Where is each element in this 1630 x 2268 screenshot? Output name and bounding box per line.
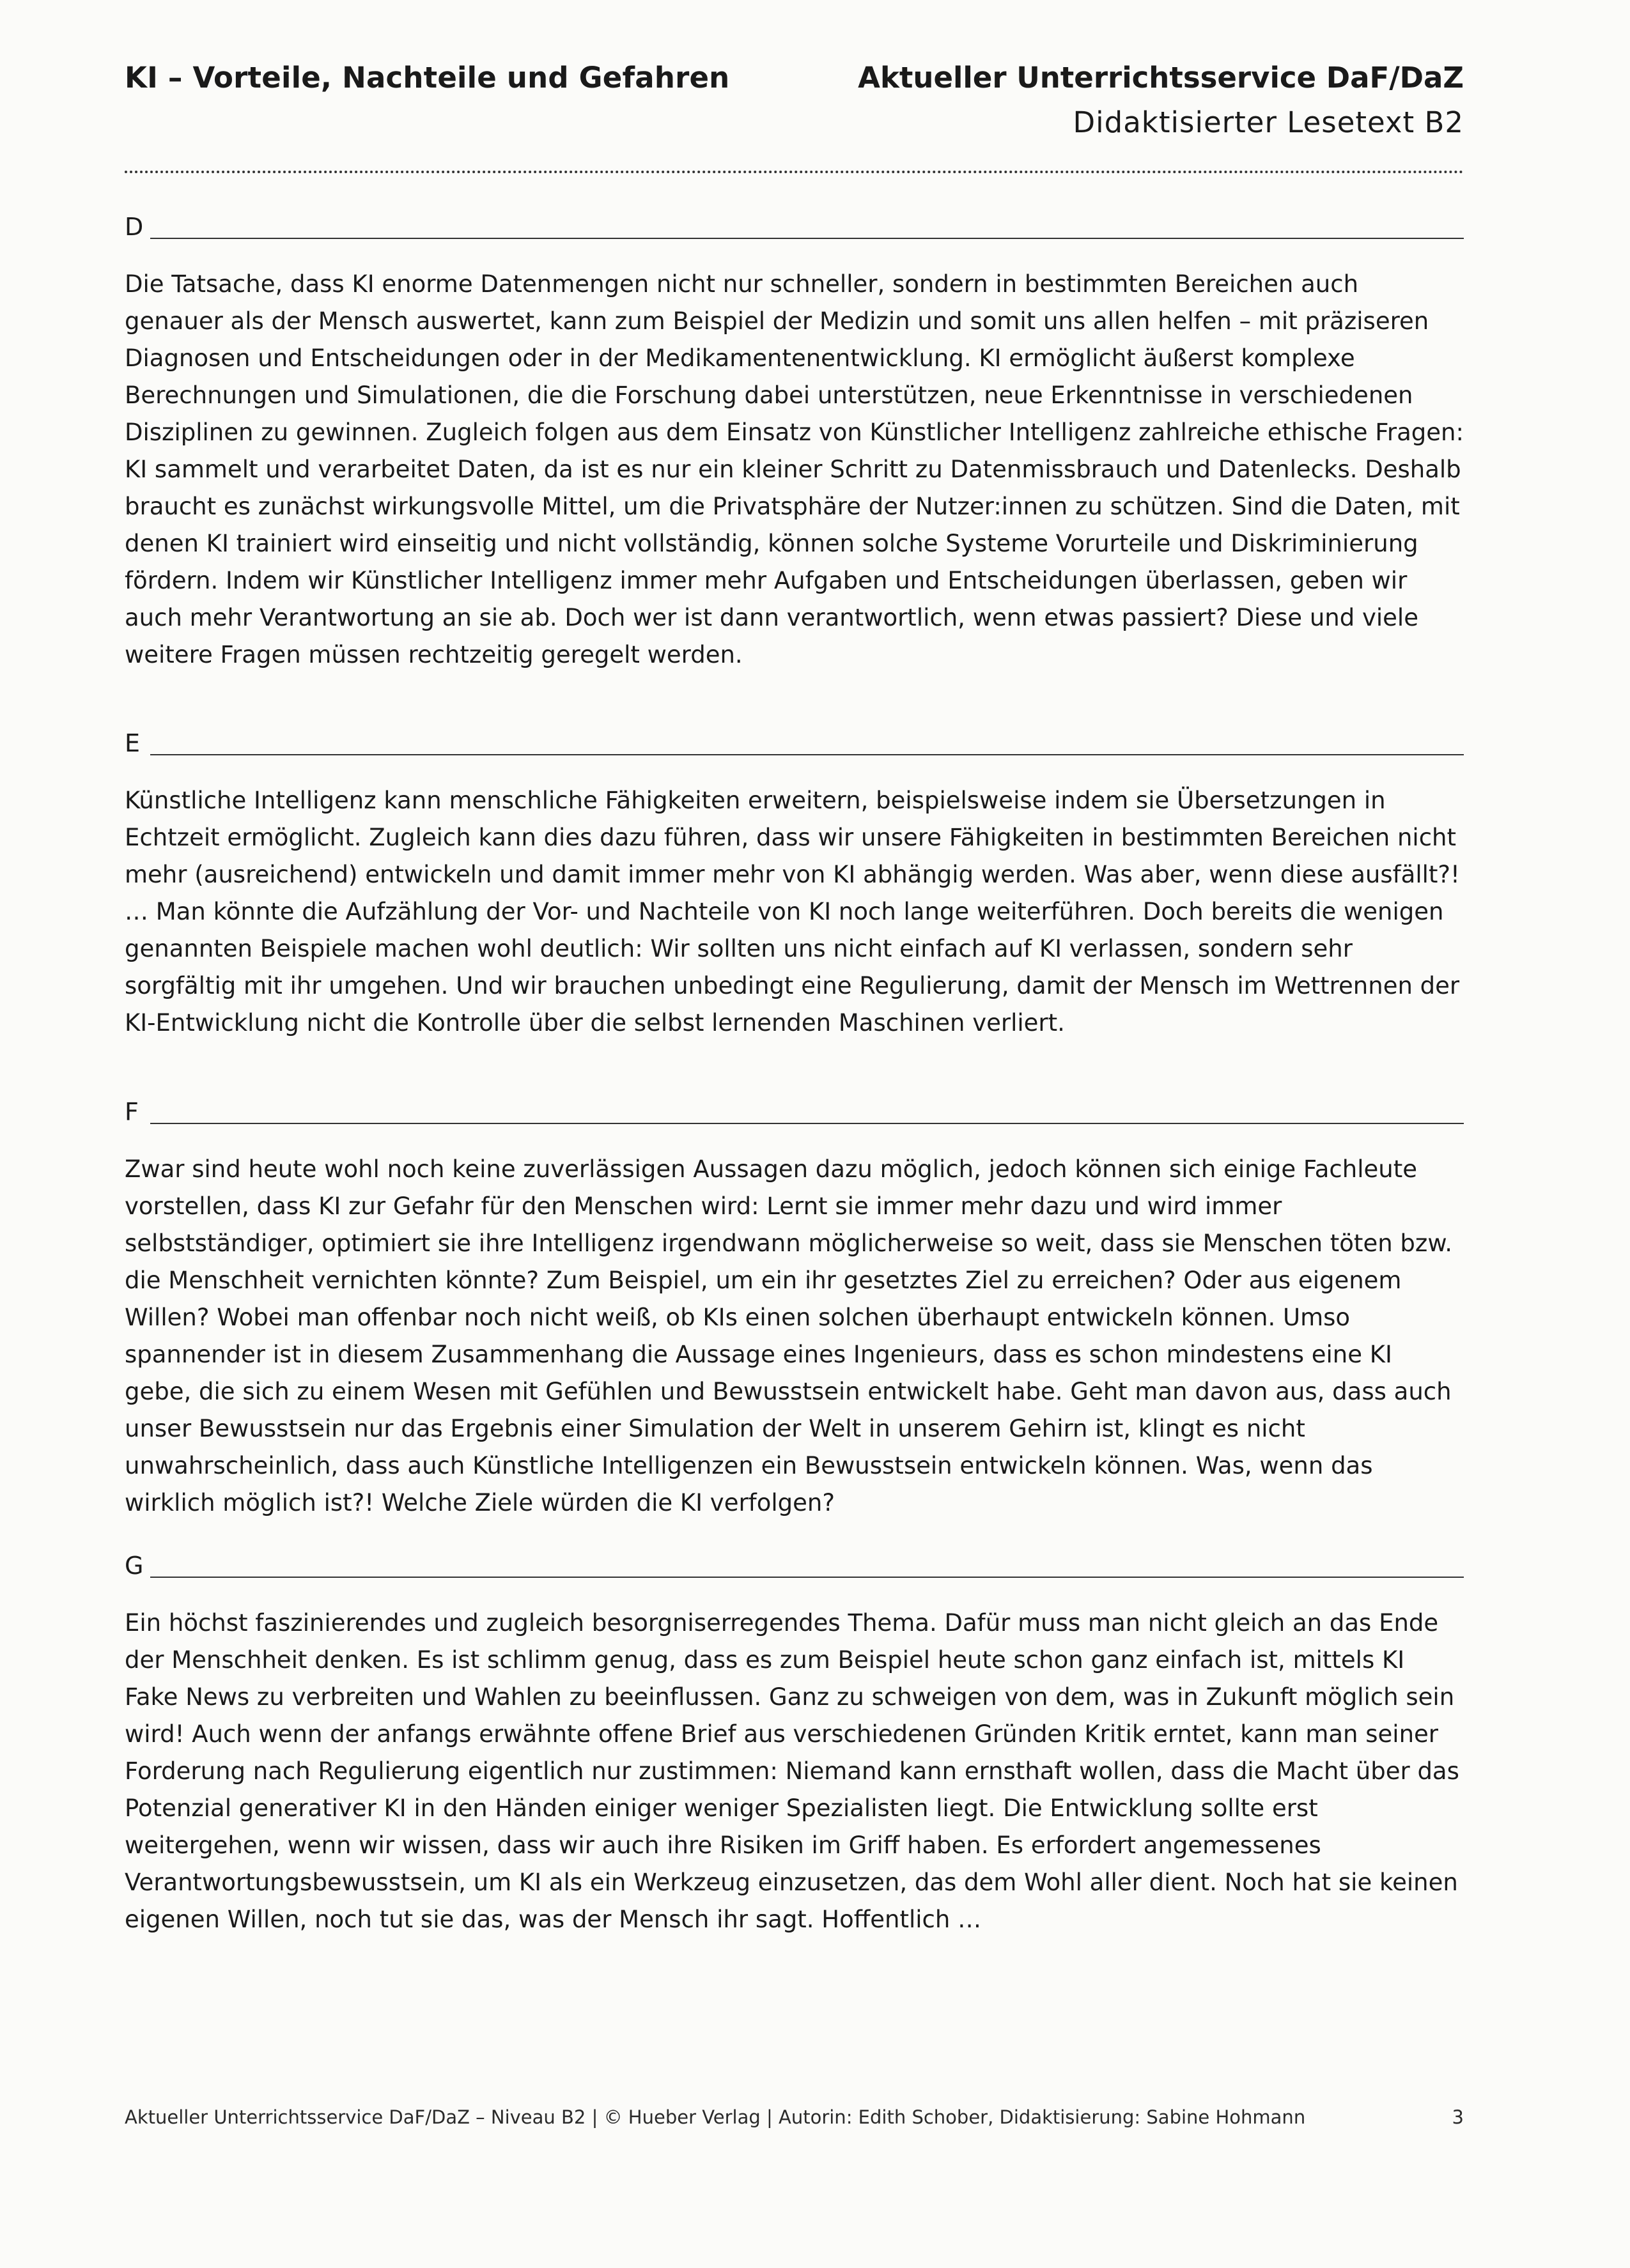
section-text: Die Tatsache, dass KI enorme Datenmengen nicht nur schneller, sondern in bestimmten Bereichen auch genauer als der Mensch auswertet, kann zum Beispiel der Medizin und somit uns allen helfen – mit präziseren Diagnosen und Entscheidungen oder in der Medikamentenentwicklung. KI ermöglicht äußerst komplexe Berechnungen und Simulationen, die die Forschung dabei unterstützen, neue Erkenntnisse in verschiedenen Disziplinen zu gewinnen. Zugleich folgen aus dem Einsatz von Künstlicher Intelligenz zahlreiche ethische Fragen: KI sammelt und verarbeitet Daten, da ist es nur ein kleiner Schritt zu Datenmissbrauch und Datenlecks. Deshalb braucht es zunächst wirkungsvolle Mittel, um die Privatsphäre der Nutzer:innen zu schützen. Sind die Daten, mit denen KI trainiert wird einseitig und nicht vollständig, können solche Systeme Vorurteile und Diskriminierung fördern. Indem wir Künstlicher Intelligenz immer mehr Aufgaben und Entscheidungen überlassen, geben wir auch mehr Verantwortung an sie ab. Doch wer ist dann verantwortlich, wenn etwas passiert? Diese und viele weitere Fragen müssen rechtzeitig geregelt werden. [125,270,1464,668]
section-letter: F [125,1098,139,1126]
section-letter: G [125,1552,144,1580]
header-divider [125,171,1464,173]
heading-answer-line[interactable] [150,238,1464,239]
section-heading [125,727,1464,759]
series-subtitle: Didaktisierter Lesetext B2 [1073,105,1464,139]
section-d [125,211,1464,674]
section-text: Ein höchst faszinierendes und zugleich besorgniserregendes Thema. Dafür muss man nicht gleich an das Ende der Menschheit denken. Es ist schlimm genug, dass es zum Beispiel heute schon ganz einfach ist, mittels KI Fake News zu verbreiten und Wahlen zu beeinflussen. Ganz zu schweigen von dem, was in Zukunft möglich sein wird! Auch wenn der anfangs erwähnte offene Brief aus verschiedenen Gründen Kritik erntet, kann man seiner Forderung nach Regulierung eigentlich nur zustimmen: Niemand kann ernsthaft wollen, dass die Macht über das Potenzial generativer KI in den Händen einiger weniger Spezialisten liegt. Die Entwicklung sollte erst weitergehen, wenn wir wissen, dass wir auch ihre Risiken im Griff haben. Es erfordert angemessenes Verantwortungsbewusstsein, um KI als ein Werkzeug einzusetzen, das dem Wohl aller dient. Noch hat sie keinen eigenen Willen, noch tut sie das, was der Mensch ihr sagt. Hoffentlich … [125,1609,1459,1933]
section-g [125,1550,1464,1938]
section-letter: E [125,729,141,757]
document-page [125,61,1464,1933]
section-f [125,1096,1464,1522]
section-letter: D [125,213,144,241]
section-text: Zwar sind heute wohl noch keine zuverlässigen Aussagen dazu möglich, jedoch können sich einige Fachleute vorstellen, dass KI zur Gefahr für den Menschen wird: Lernt sie immer mehr dazu und wird immer selbstständiger, optimiert sie ihre Intelligenz irgendwann möglicherweise so weit, dass sie Menschen töten bzw. die Menschheit vernichten könnte? Zum Beispiel, um ein ihr gesetztes Ziel zu erreichen? Oder aus eigenem Willen? Wobei man offenbar noch nicht weiß, ob KIs einen solchen überhaupt entwickeln können. Umso spannender ist in diesem Zusammenhang die Aussage eines Ingenieurs, dass es schon mindestens eine KI gebe, die sich zu einem Wesen mit Gefühlen und Bewusstsein entwickelt habe. Geht man davon aus, dass auch unser Bewusstsein nur das Ergebnis einer Simulation der Welt in unserem Gehirn ist, klingt es nicht unwahrscheinlich, dass auch Künstliche Intelligenzen ein Bewusstsein entwickeln können. Was, wenn das wirklich möglich ist?! Welche Ziele würden die KI verfolgen? [125,1155,1452,1516]
section-heading [125,1096,1464,1128]
series-name: Aktueller Unterrichtsservice DaF/DaZ [858,61,1464,95]
section-text: Künstliche Intelligenz kann menschliche Fähigkeiten erweitern, beispielsweise indem sie Übersetzungen in Echtzeit ermöglicht. Zugleich kann dies dazu führen, dass wir unsere Fähigkeiten in bestimmten Bereichen nicht mehr (ausreichend) entwickeln und damit immer mehr von KI abhängig werden. Was aber, wenn diese ausfällt?! … Man könnte die Aufzählung der Vor- und Nachteile von KI noch lange weiterführen. Doch bereits die wenigen genannten Beispiele machen wohl deutlich: Wir sollten uns nicht einfach auf KI verlassen, sondern sehr sorgfältig mit ihr umgehen. Und wir brauchen unbedingt eine Regulierung, damit der Mensch im Wettrennen der KI-Entwicklung nicht die Kontrolle über die selbst lernenden Maschinen verliert. [125,787,1460,1037]
section-heading [125,1550,1464,1582]
heading-answer-line[interactable] [150,754,1464,755]
page-number: 3 [1452,2106,1464,2128]
page-header [125,61,1464,169]
footer-credits: Aktueller Unterrichtsservice DaF/DaZ – Niveau B2 | © Hueber Verlag | Autorin: Edith Schober, Didaktisierung: Sabine Hohmann [125,2106,1306,2128]
heading-answer-line[interactable] [150,1577,1464,1578]
document-title: KI – Vorteile, Nachteile und Gefahren [125,61,730,95]
page-footer [125,2106,1464,2128]
section-e [125,727,1464,1042]
section-heading [125,211,1464,243]
heading-answer-line[interactable] [150,1123,1464,1124]
